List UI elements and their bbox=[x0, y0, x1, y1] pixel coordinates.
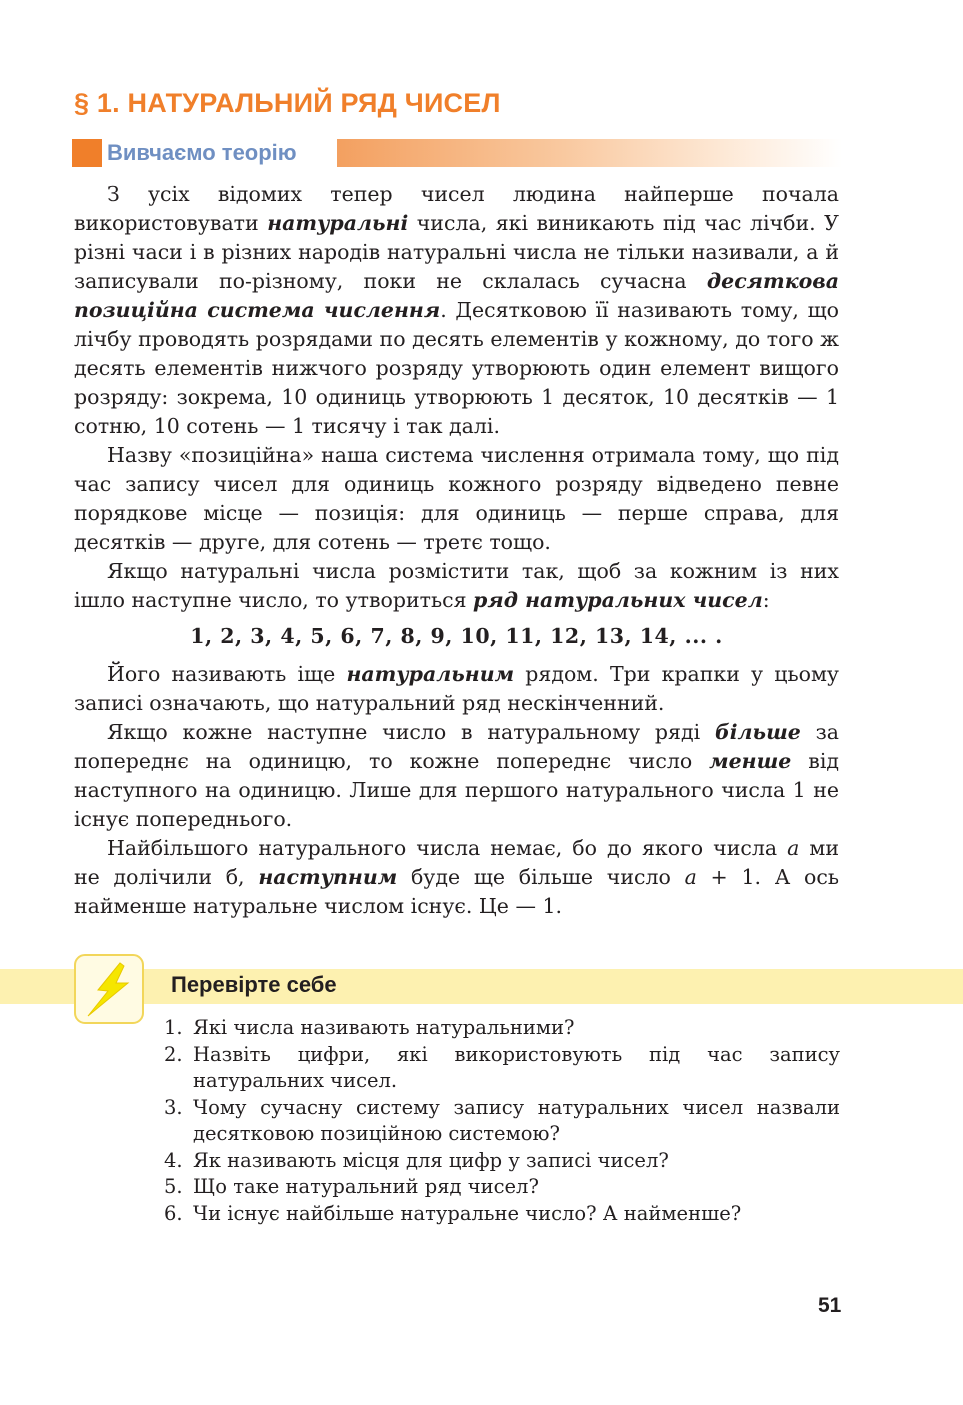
question-item bbox=[164, 1174, 840, 1201]
theory-heading-bar bbox=[72, 139, 842, 167]
text-run: : bbox=[762, 588, 770, 612]
term-next: наступним bbox=[258, 865, 398, 889]
paragraph-1 bbox=[74, 180, 839, 441]
term-decimal-system: десяткова позиційна система числення bbox=[74, 269, 839, 322]
theory-heading: Вивчаємо теорію bbox=[107, 139, 303, 167]
page-number: 51 bbox=[818, 1294, 842, 1317]
paragraph-2: Назву «позиційна» наша система числення отримала тому, що під час запису чисел для одиниць кожного розряду відведено певне порядкове місце — позиція: для одиниць — перше справа, для десятків — друге, для сотень — третє тощо. bbox=[74, 443, 839, 554]
question-number: 4. bbox=[164, 1148, 183, 1172]
text-run: . Десятковою її називають тому, що лічбу проводять розрядами по десять елементів у кожному, до того ж десять елементів нижчого розряду утворюють один елемент вищого розряду: зокрема, 10 одиниць утворюють 1 десяток, 10 десятків — 1 сотню, 10 сотень — 1 тисячу і так далі. bbox=[74, 298, 839, 438]
question-number: 1. bbox=[164, 1016, 183, 1039]
term-greater: більше bbox=[714, 720, 801, 744]
term-less: менше bbox=[709, 749, 792, 773]
variable-a: a bbox=[787, 836, 800, 860]
paragraph-4 bbox=[74, 660, 839, 718]
question-text: Які числа називають натуральними? bbox=[193, 1016, 575, 1039]
question-text: Як називають місця для цифр у записі чисел? bbox=[193, 1148, 669, 1172]
text-run: рядом. Три крапки у цьому записі означають, що натуральний ряд нескінченний. bbox=[74, 662, 839, 715]
text-run: від наступного на одиницю. Лише для першого натурального числа 1 не існує попереднього. bbox=[74, 749, 839, 831]
text-run: Найбільшого натурального числа немає, бо до якого числа bbox=[107, 836, 788, 860]
heading-gradient bbox=[337, 139, 842, 167]
text-run: Його називають іще bbox=[107, 662, 347, 686]
question-number: 3. bbox=[164, 1095, 183, 1119]
question-item bbox=[164, 1015, 840, 1042]
paragraph-5 bbox=[74, 718, 839, 834]
heading-marker bbox=[72, 139, 102, 167]
term-natural-series: ряд натуральних чисел bbox=[473, 588, 763, 612]
question-text: Що таке натуральний ряд чисел? bbox=[193, 1175, 539, 1198]
section-title: § 1. НАТУРАЛЬНИЙ РЯД ЧИСЕЛ bbox=[74, 88, 501, 118]
question-list bbox=[164, 1015, 840, 1227]
text-run: буде ще більше число bbox=[397, 865, 685, 889]
term-natural-row: натуральним bbox=[346, 662, 515, 686]
question-number: 5. bbox=[164, 1175, 183, 1198]
variable-a: a bbox=[684, 865, 697, 889]
question-text: Назвіть цифри, які використовують під час запису натуральних чисел. bbox=[193, 1042, 840, 1092]
question-item bbox=[164, 1148, 840, 1175]
question-number: 6. bbox=[164, 1201, 183, 1225]
question-item bbox=[164, 1095, 840, 1148]
text-run: за попереднє на одиницю, то кожне попереднє число bbox=[74, 720, 839, 773]
text-run: числа, які виникають під час лічби. У різні часи і в різних народів натуральні числа не тільки називали, а й записували по-різному, поки не склалась сучасна bbox=[74, 211, 839, 293]
text-run: + 1. А ось найменше натуральне числом існує. Це — 1. bbox=[74, 865, 839, 918]
question-item bbox=[164, 1042, 840, 1095]
question-number: 2. bbox=[164, 1042, 183, 1066]
question-text: Чи існує найбільше натуральне число? А найменше? bbox=[193, 1201, 742, 1225]
question-text: Чому сучасну систему запису натуральних чисел назвали десятковою позиційною системою? bbox=[193, 1095, 840, 1145]
term-natural: натуральні bbox=[267, 211, 409, 235]
check-yourself-title: Перевірте себе bbox=[171, 972, 337, 997]
text-run: ми не долічили б, bbox=[74, 836, 839, 889]
text-run: Якщо натуральні числа розмістити так, щоб за кожним із них ішло наступне число, то утвориться bbox=[74, 559, 839, 612]
text-run: Якщо кожне наступне число в натуральному ряді bbox=[107, 720, 715, 744]
paragraph-3 bbox=[74, 557, 839, 615]
check-yourself-band bbox=[0, 969, 963, 1004]
theory-text bbox=[74, 180, 839, 921]
question-item bbox=[164, 1201, 840, 1228]
lightning-icon bbox=[74, 954, 144, 1024]
text-run: З усіх відомих тепер чисел людина найперше почала використовувати bbox=[74, 182, 839, 235]
natural-number-series: 1, 2, 3, 4, 5, 6, 7, 8, 9, 10, 11, 12, 13, 14, ... . bbox=[190, 624, 723, 648]
paragraph-6 bbox=[74, 834, 839, 921]
